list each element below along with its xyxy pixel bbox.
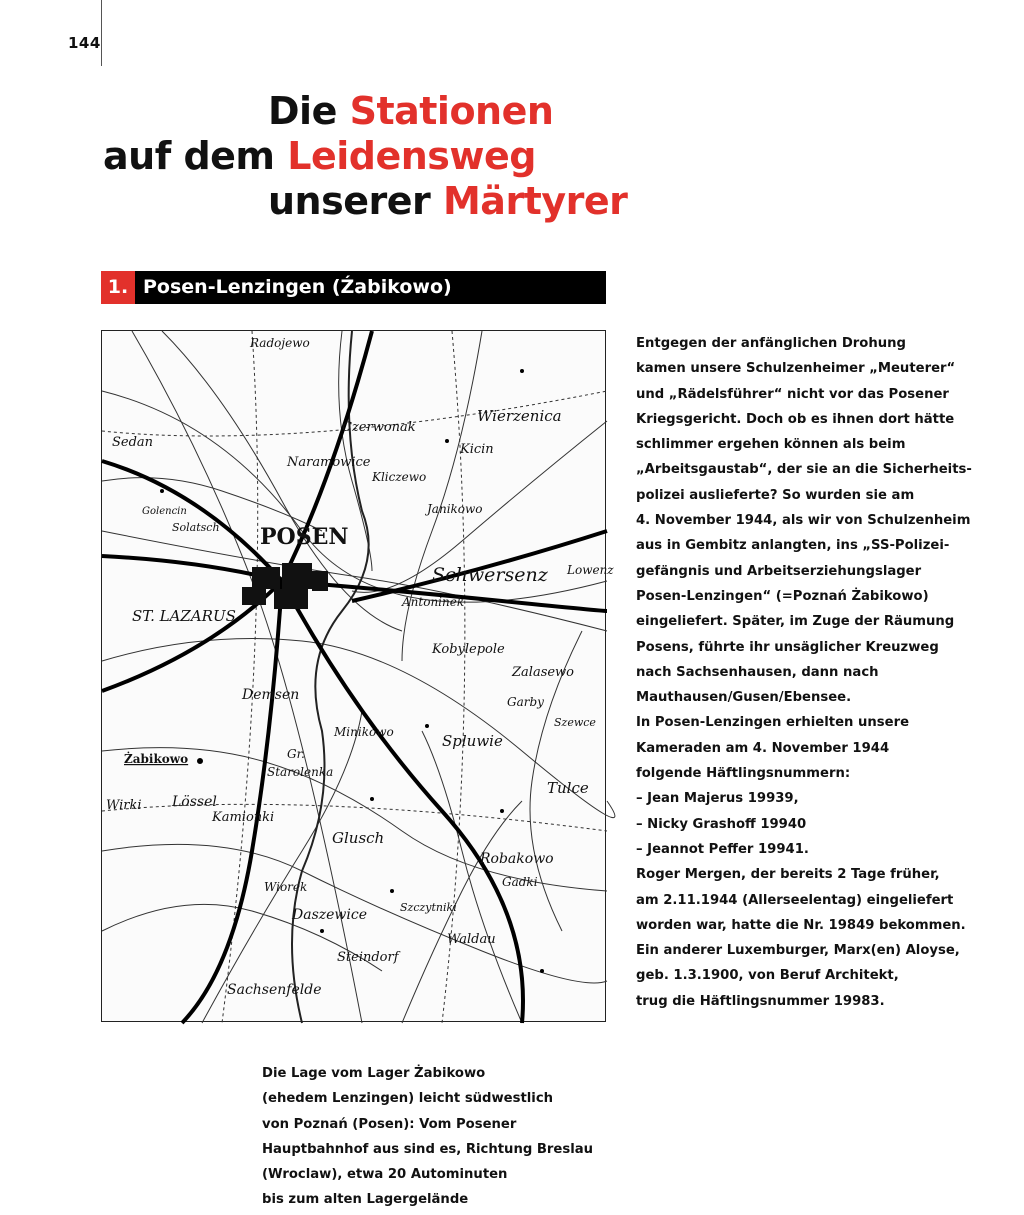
section-title: Posen-Lenzingen (Źabikowo) (143, 276, 452, 298)
map-label-tulce: Tulce (547, 779, 589, 797)
map-label-gr: Gr. (287, 747, 305, 761)
section-heading-bar (101, 271, 606, 304)
body-line: In Posen-Lenzingen erhielten unsere (636, 715, 910, 731)
map-label-kicin: Kicin (460, 442, 494, 457)
body-line: „Arbeitsgaustab“, der sie an die Sicherheits- (636, 462, 972, 478)
body-line: trug die Häftlingsnummer 19983. (636, 993, 885, 1009)
map-label-robakowo: Robakowo (480, 851, 554, 867)
map-label-stilazarus: ST. LAZARUS (132, 607, 236, 625)
map-label-garby: Garby (507, 695, 544, 709)
body-line: kamen unsere Schulzenheimer „Meuterer“ (636, 361, 956, 377)
map-label-kobylepole: Kobylepole (432, 642, 505, 657)
map-label-posen: POSEN (260, 524, 349, 550)
map-label-spluwie: Spluwie (442, 732, 503, 750)
body-line: schlimmer ergehen können als beim (636, 437, 906, 453)
map-label-antoninek: Antoninek (402, 595, 465, 609)
body-line: aus in Gembitz anlangten, ins „SS-Polizei- (636, 538, 950, 554)
body-text (636, 331, 1016, 1014)
page-number: 144 (68, 34, 101, 52)
body-line: Kameraden am 4. November 1944 (636, 740, 890, 756)
body-line: eingeliefert. Später, im Zuge der Räumung (636, 614, 955, 630)
body-line: folgende Häftlingsnummern: (636, 766, 851, 782)
title-accent-1: Stationen (349, 89, 554, 133)
map-label-golencin: Golencin (142, 506, 187, 517)
body-line: am 2.11.1944 (Allerseelentag) eingeliefert (636, 892, 954, 908)
body-line: Posens, führte ihr unsäglicher Kreuzweg (636, 639, 939, 655)
title-accent-2: Leidensweg (287, 134, 537, 178)
body-line: gefängnis und Arbeitserziehungslager (636, 563, 922, 579)
map-label-kamionki: Kamionki (212, 810, 275, 825)
body-line: Ein anderer Luxemburger, Marx(en) Aloyse, (636, 943, 960, 959)
map-label-steindorf: Steindorf (337, 950, 399, 965)
body-line: und „Rädelsführer“ nicht vor das Posener (636, 386, 949, 402)
body-line: – Nicky Grashoff 19940 (636, 816, 807, 832)
title-line-3 (268, 178, 627, 224)
map-label-sachsenfelde: Sachsenfelde (227, 982, 322, 998)
map-label-glusch: Glusch (332, 829, 385, 847)
body-line: Mauthausen/Gusen/Ebensee. (636, 690, 852, 706)
map-label-loessel: Lössel (172, 794, 217, 810)
body-line: geb. 1.3.1900, von Beruf Architekt, (636, 968, 899, 984)
map-caption (262, 1061, 622, 1213)
map-label-zabikowo: Żabikowo (124, 752, 189, 766)
body-line: polizei auslieferte? So wurden sie am (636, 487, 915, 503)
map-label-szczytniki: Szczytniki (400, 901, 457, 914)
map-label-zalasewo: Zalasewo (512, 665, 575, 680)
map-label-szewce: Szewce (554, 716, 596, 729)
caption-line: Die Lage vom Lager Żabikowo (262, 1066, 486, 1081)
map-label-starolenka: Starolenka (267, 765, 334, 779)
body-line: Posen-Lenzingen“ (=Poznań Żabikowo) (636, 588, 929, 604)
map-label-wirki: Wirki (106, 798, 142, 813)
header-rule (101, 0, 102, 66)
map-label-radojewo: Radojewo (250, 336, 310, 350)
title-plain-2: auf dem (103, 134, 288, 178)
section-number: 1. (101, 271, 135, 304)
body-line: – Jeannot Peffer 19941. (636, 841, 809, 857)
map-label-lowenz: Lowenz (567, 563, 614, 577)
title-line-2 (103, 133, 536, 179)
map-label-janikowo: Janikowo (427, 502, 483, 516)
map-label-kliczewo: Kliczewo (372, 470, 427, 484)
body-line: Kriegsgericht. Doch ob es ihnen dort hätte (636, 411, 955, 427)
map-label-wald: Waldau (447, 932, 496, 947)
caption-line: Hauptbahnhof aus sind es, Richtung Breslau (262, 1141, 594, 1157)
caption-line: bis zum alten Lagergelände (262, 1192, 469, 1208)
body-line: worden war, hatte die Nr. 19849 bekommen. (636, 917, 966, 933)
map-label-czerwonak: Czerwonak (342, 420, 416, 435)
title-line-1 (268, 88, 553, 134)
body-line: Roger Mergen, der bereits 2 Tage früher, (636, 867, 940, 883)
map-label-sedan: Sedan (112, 435, 154, 450)
body-line: Entgegen der anfänglichen Drohung (636, 336, 906, 351)
map-label-solatsch: Solatsch (172, 521, 220, 534)
caption-line: von Poznań (Posen): Vom Posener (262, 1116, 517, 1132)
historical-map (101, 330, 614, 1022)
title-plain-3: unserer (268, 179, 443, 223)
caption-line: (ehedem Lenzingen) leicht südwestlich (262, 1091, 554, 1107)
body-line: – Jean Majerus 19939, (636, 791, 799, 807)
map-drawing (102, 331, 614, 1023)
map-label-gadki: Gadki (502, 875, 538, 889)
title-plain-1: Die (268, 89, 350, 133)
title-accent-3: Märtyrer (442, 179, 628, 223)
body-line: 4. November 1944, als wir von Schulzenheim (636, 513, 971, 529)
map-label-daszewice: Daszewice (292, 907, 368, 923)
map-label-wiorek: Wiorek (264, 880, 308, 894)
map-label-demsen: Demsen (242, 687, 300, 703)
map-label-naramowice: Naramowice (287, 455, 371, 470)
map-label-wierzenica: Wierzenica (477, 407, 562, 425)
caption-line: (Wroclaw), etwa 20 Autominuten (262, 1167, 508, 1183)
body-line: nach Sachsenhausen, dann nach (636, 664, 879, 680)
map-label-schwersenz: Schwersenz (432, 564, 548, 586)
map-label-minikowo: Minikowo (334, 725, 394, 739)
